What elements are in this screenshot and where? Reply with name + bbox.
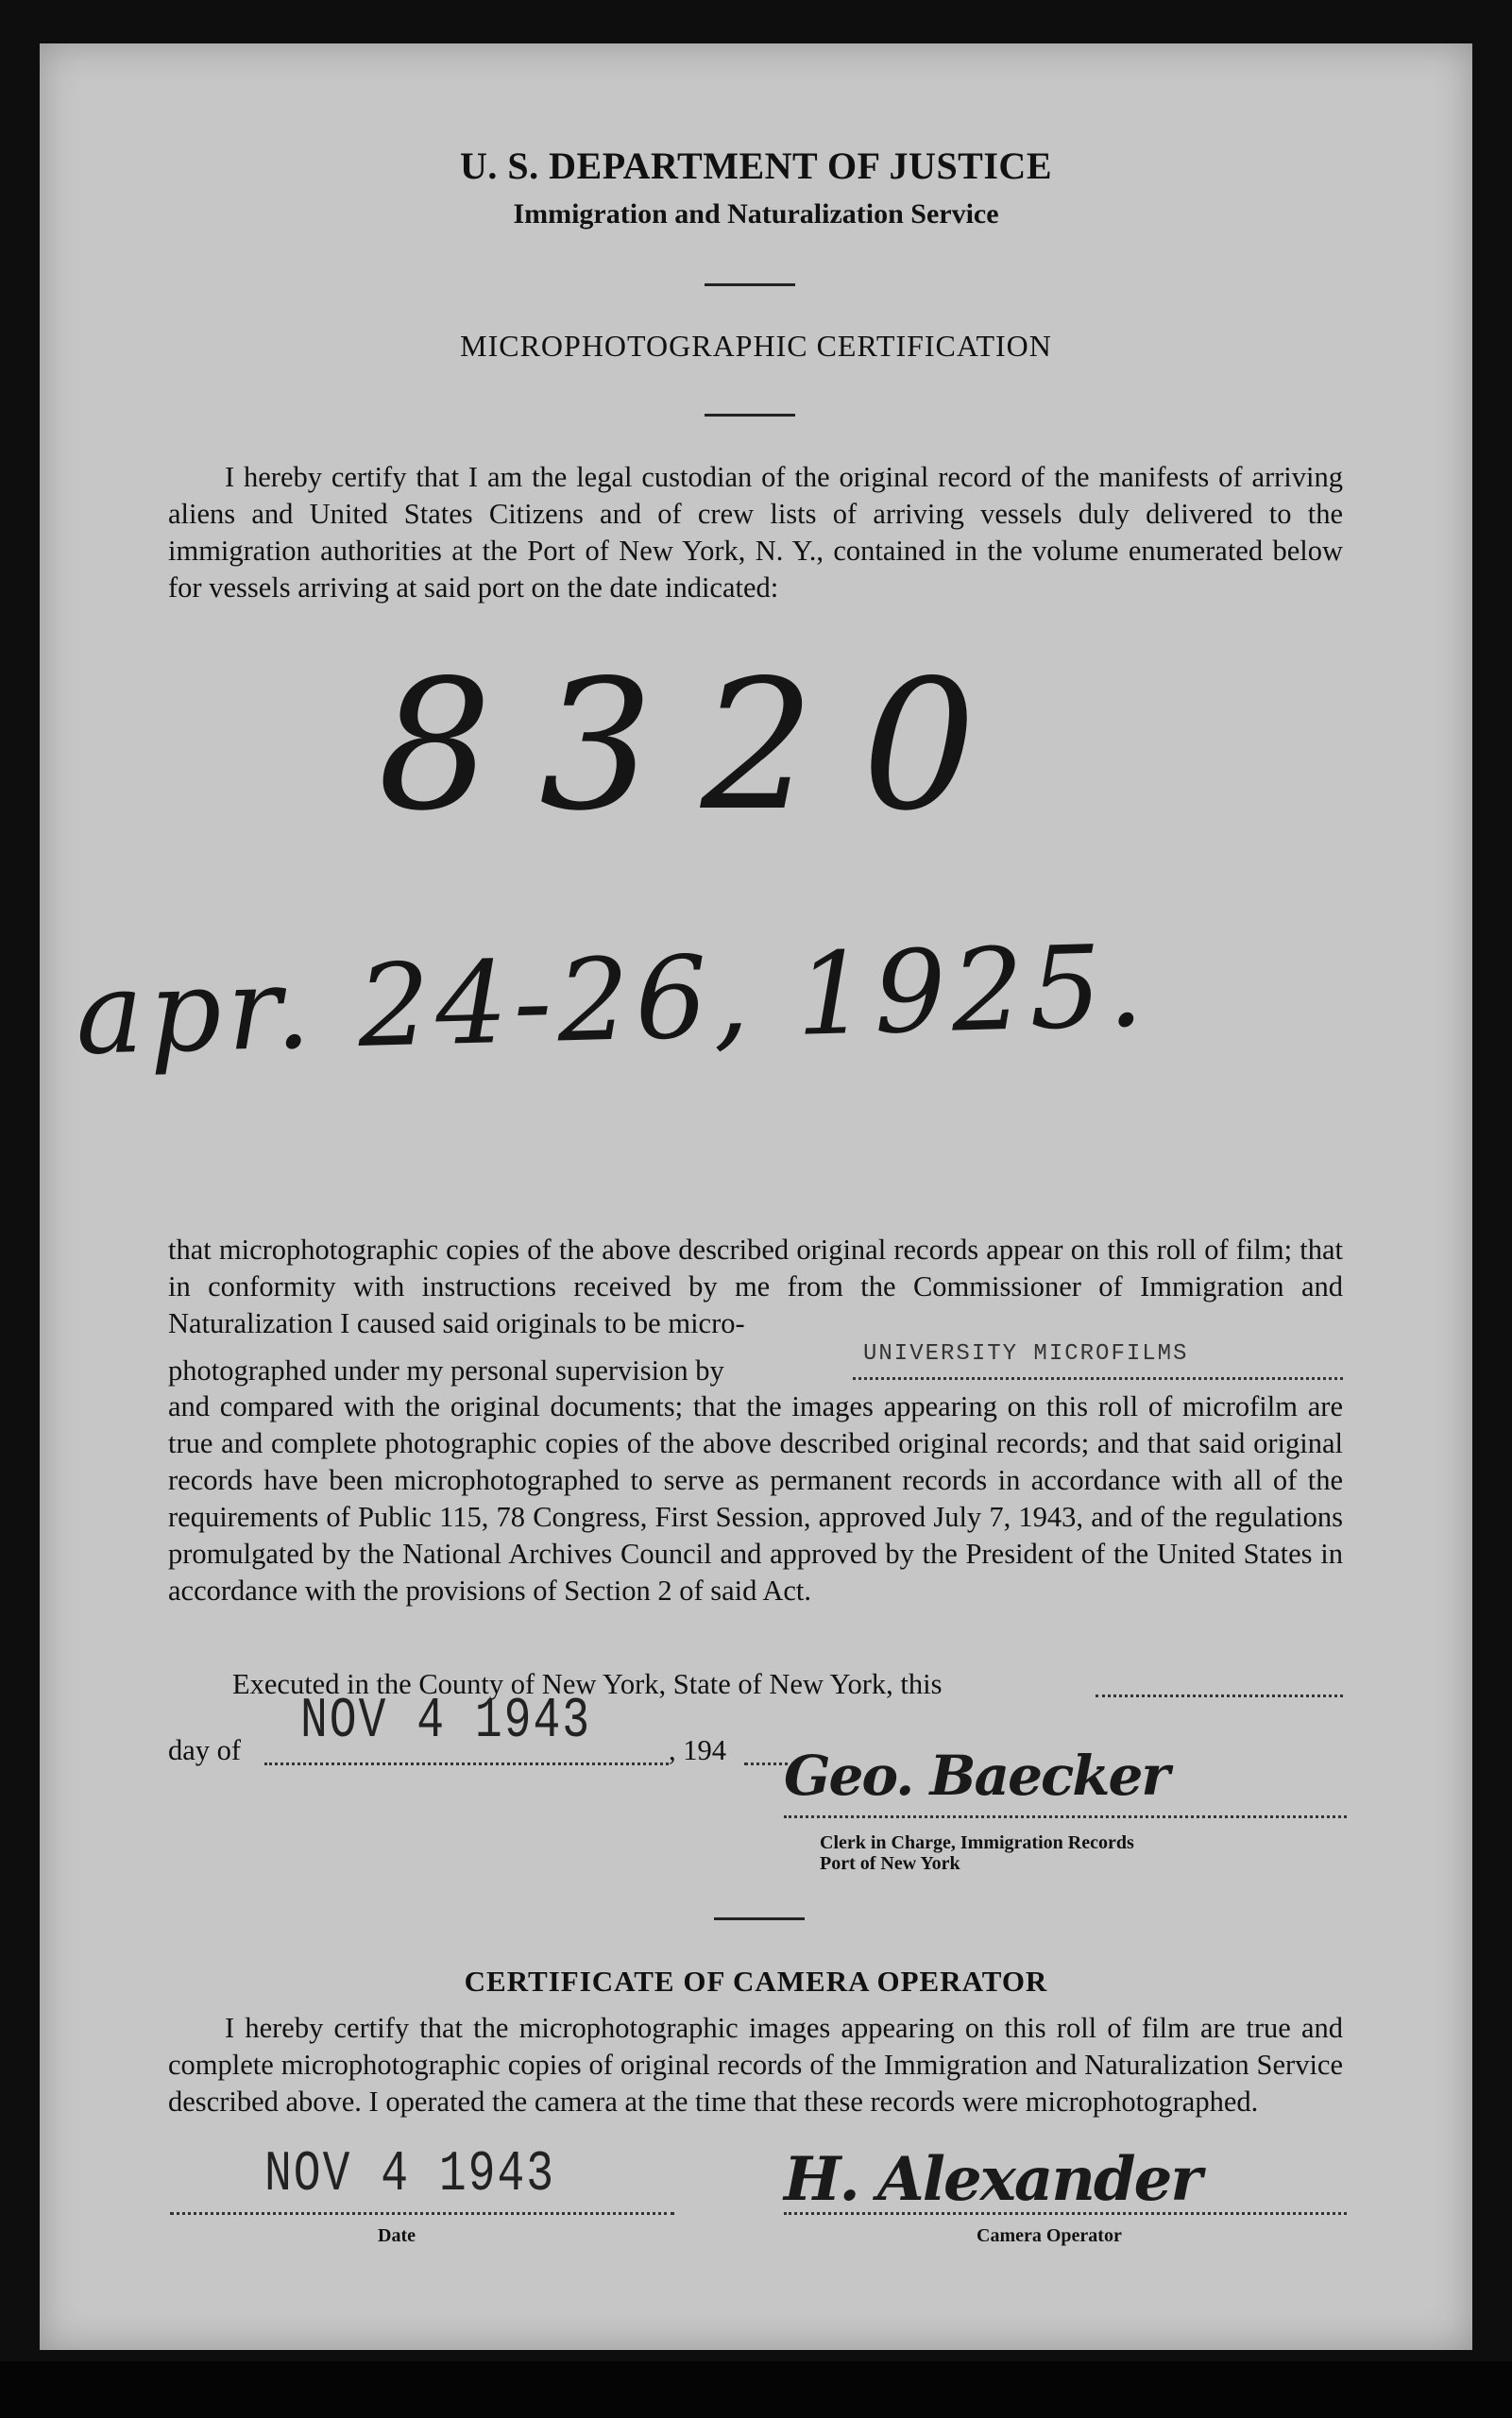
supervisor-stamp: UNIVERSITY MICROFILMS [863,1341,1189,1367]
supervision-fill-line [853,1377,1343,1380]
camera-date-line [170,2212,674,2215]
day-of-line [264,1762,669,1765]
day-of-label: day of [168,1734,242,1766]
film-edge [0,2361,1512,2418]
camera-date-stamp: NOV 4 1943 [264,2143,556,2207]
camera-operator-signature: H. Alexander [784,2144,1201,2215]
supervision-lead: photographed under my personal supervision by [168,1354,724,1387]
signer-title-line-2: Port of New York [820,1853,960,1874]
camera-operator-label: Camera Operator [977,2225,1122,2246]
year-suffix: , 194 [669,1734,726,1766]
camera-signature-line [784,2212,1347,2215]
certification-body-1: that microphotographic copies of the above described original records appear on this roll of film; that in conformity with instructions received by me from the Commissioner of Immigration and Naturalization I caused said originals to be micro- [168,1234,1343,1339]
volume-number: 8320 [378,641,1024,850]
department-title: U. S. DEPARTMENT OF JUSTICE [460,145,1052,187]
divider [705,414,795,417]
date-range: apr. 24-26, 1925. [74,921,1151,1081]
camera-operator-title: CERTIFICATE OF CAMERA OPERATOR [464,1965,1048,1998]
certification-intro: I hereby certify that I am the legal custodian of the original record of the manifests of arriving aliens and United States Citizens and of crew lists of arriving vessels duly delivered to the immigration authorities at the Port of New York, N. Y., contained in the volume enumerated below for vessels arriving at said port on the date indicated: [168,461,1343,604]
camera-operator-text: I hereby certify that the microphotographic images appearing on this roll of film are true and complete microphotographic copies of original records of the Immigration and Naturalization Service described above. I operated the camera at the time that these records were microphotographed. [168,2012,1343,2118]
service-subtitle: Immigration and Naturalization Service [513,198,999,230]
certification-body-3: and compared with the original documents; that the images appearing on this roll of microfilm are true and complete photographic copies of the above described original records; and that said original records have been microphotographed to serve as permanent records in accordance with all of the requirements of Public 115, 78 Congress, First Session, approved July 7, 1943, and of the regulations promulgated by the National Archives Council and approved by the President of the United States in accordance with the provisions of Section 2 of said Act. [168,1390,1343,1607]
divider [705,283,795,286]
certification-title: MICROPHOTOGRAPHIC CERTIFICATION [460,329,1052,363]
signer-title-line-1: Clerk in Charge, Immigration Records [820,1832,1134,1853]
divider [714,1917,805,1920]
signer-title [820,1832,1134,1874]
executed-date-stamp: NOV 4 1943 [300,1690,592,1754]
document-page [40,43,1472,2350]
signature-line [784,1815,1347,1818]
executed-day-line [1096,1694,1343,1697]
executed-line: Executed in the County of New York, State of New York, this [232,1668,943,1700]
date-label: Date [378,2225,416,2246]
supervision-line [168,1341,1343,1387]
clerk-signature: Geo. Baecker [784,1744,1168,1808]
